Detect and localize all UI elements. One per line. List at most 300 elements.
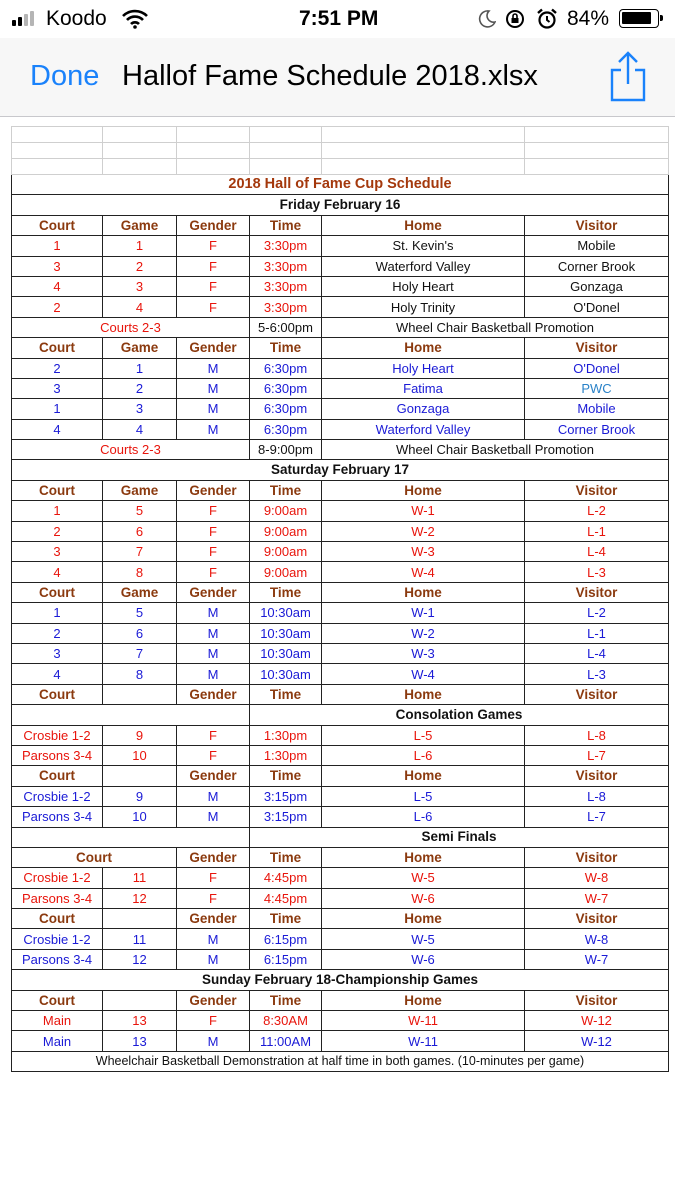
cell-home[interactable]: W-4 [322, 562, 525, 582]
cell-game[interactable]: 3 [103, 276, 177, 296]
cell-game[interactable]: 4 [103, 419, 177, 439]
cell-visitor[interactable]: PWC [525, 378, 669, 398]
cell-court[interactable]: Crosbie 1-2 [12, 868, 103, 888]
cell-gender[interactable]: M [177, 807, 250, 827]
header-visitor[interactable]: Visitor [525, 582, 669, 602]
cell-gender[interactable]: F [177, 745, 250, 765]
cell-game[interactable]: 5 [103, 603, 177, 623]
cell-home[interactable]: W-5 [322, 929, 525, 949]
cell-home[interactable]: W-2 [322, 521, 525, 541]
cell-game[interactable]: 12 [103, 949, 177, 969]
game-row [12, 1031, 669, 1051]
game-row [12, 888, 669, 908]
promo-event[interactable]: Wheel Chair Basketball Promotion [322, 440, 669, 460]
cell-court[interactable]: Main [12, 1031, 103, 1051]
game-row [12, 358, 669, 378]
header-court[interactable]: Court [12, 215, 103, 235]
empty-cell[interactable] [103, 127, 177, 143]
empty-cell[interactable] [250, 127, 322, 143]
cell-gender[interactable]: F [177, 888, 250, 908]
empty-cell[interactable] [177, 127, 250, 143]
empty-cell[interactable] [525, 159, 669, 175]
header-visitor[interactable]: Visitor [525, 480, 669, 500]
cell-game[interactable]: 1 [103, 236, 177, 256]
header-visitor[interactable]: Visitor [525, 215, 669, 235]
cell-gender[interactable]: F [177, 562, 250, 582]
cell-time[interactable]: 6:30pm [250, 399, 322, 419]
day-heading [12, 460, 669, 480]
cell-home[interactable]: W-11 [322, 1031, 525, 1051]
header-visitor[interactable]: Visitor [525, 990, 669, 1010]
header-time[interactable]: Time [250, 684, 322, 704]
cell-gender[interactable]: F [177, 542, 250, 562]
game-row [12, 419, 669, 439]
cell-game[interactable]: 4 [103, 297, 177, 317]
carrier-name: Koodo [46, 7, 107, 30]
section-title[interactable]: Semi Finals [250, 827, 669, 847]
cell-game[interactable]: 9 [103, 786, 177, 806]
game-row [12, 236, 669, 256]
cell-home[interactable]: Waterford Valley [322, 419, 525, 439]
cell-court[interactable]: 2 [12, 623, 103, 643]
header-game[interactable]: Game [103, 215, 177, 235]
cell-time[interactable]: 4:45pm [250, 888, 322, 908]
header-time[interactable]: Time [250, 338, 322, 358]
cell-gender[interactable]: M [177, 419, 250, 439]
cell-court[interactable]: 1 [12, 399, 103, 419]
cell-visitor[interactable]: L-2 [525, 501, 669, 521]
promo-court[interactable]: Courts 2-3 [12, 317, 250, 337]
game-row [12, 256, 669, 276]
cell-time[interactable]: 3:15pm [250, 786, 322, 806]
cell-court[interactable]: 1 [12, 501, 103, 521]
navigation-bar [0, 38, 675, 117]
cell-court[interactable]: Crosbie 1-2 [12, 786, 103, 806]
cell-home[interactable]: L-6 [322, 807, 525, 827]
cell-home[interactable]: Fatima [322, 378, 525, 398]
cell-visitor[interactable]: W-7 [525, 949, 669, 969]
cell-court[interactable]: Parsons 3-4 [12, 745, 103, 765]
column-header-row [12, 990, 669, 1010]
cell-home[interactable]: W-11 [322, 1011, 525, 1031]
cell-gender[interactable]: F [177, 236, 250, 256]
promo-court[interactable]: Courts 2-3 [12, 440, 250, 460]
cell-time[interactable]: 6:30pm [250, 378, 322, 398]
cell-gender[interactable]: M [177, 623, 250, 643]
document-title: Hallof Fame Schedule 2018.xlsx [122, 60, 538, 92]
header-gender[interactable]: Gender [177, 338, 250, 358]
cell-court[interactable]: 3 [12, 643, 103, 663]
game-row [12, 562, 669, 582]
empty-cell[interactable] [177, 143, 250, 159]
header-home[interactable]: Home [322, 990, 525, 1010]
cell-game[interactable]: 8 [103, 562, 177, 582]
cell-home[interactable]: Holy Heart [322, 358, 525, 378]
header-court[interactable]: Court [12, 909, 103, 929]
header-cell-empty[interactable] [103, 990, 177, 1010]
header-gender[interactable]: Gender [177, 766, 250, 786]
column-header-row [12, 480, 669, 500]
cell-court[interactable]: 2 [12, 521, 103, 541]
game-row [12, 664, 669, 684]
day-heading [12, 195, 669, 215]
cell-home[interactable]: Holy Trinity [322, 297, 525, 317]
cell-court[interactable]: Main [12, 1011, 103, 1031]
game-row [12, 949, 669, 969]
header-game[interactable]: Game [103, 338, 177, 358]
cell-home[interactable]: W-6 [322, 949, 525, 969]
empty-cell[interactable] [12, 127, 103, 143]
empty-cell[interactable] [103, 143, 177, 159]
cell-time[interactable]: 6:15pm [250, 929, 322, 949]
cell-gender[interactable]: M [177, 1031, 250, 1051]
cell-court[interactable]: 1 [12, 603, 103, 623]
cell-court[interactable]: 3 [12, 542, 103, 562]
cell-visitor[interactable]: W-7 [525, 888, 669, 908]
game-row [12, 521, 669, 541]
cell-time[interactable]: 10:30am [250, 623, 322, 643]
empty-grid-row [12, 127, 669, 143]
cell-home[interactable]: St. Kevin's [322, 236, 525, 256]
cell-visitor[interactable]: L-7 [525, 745, 669, 765]
cell-gender[interactable]: F [177, 297, 250, 317]
schedule-spreadsheet [11, 126, 669, 1072]
cell-game[interactable]: 1 [103, 358, 177, 378]
cell-time[interactable]: 10:30am [250, 643, 322, 663]
header-visitor[interactable]: Visitor [525, 684, 669, 704]
header-court[interactable]: Court [12, 338, 103, 358]
header-game[interactable]: Game [103, 480, 177, 500]
header-visitor[interactable]: Visitor [525, 847, 669, 867]
cell-time[interactable]: 1:30pm [250, 725, 322, 745]
game-row [12, 643, 669, 663]
battery-icon [619, 9, 659, 28]
header-court[interactable]: Court [12, 684, 103, 704]
cell-home[interactable]: W-4 [322, 664, 525, 684]
header-court[interactable]: Court [12, 766, 103, 786]
cell-game[interactable]: 12 [103, 888, 177, 908]
empty-cell[interactable] [177, 159, 250, 175]
header-time[interactable]: Time [250, 909, 322, 929]
header-home[interactable]: Home [322, 215, 525, 235]
cell-visitor[interactable]: L-3 [525, 562, 669, 582]
signal-strength-icon [12, 10, 38, 26]
cell-gender[interactable]: F [177, 521, 250, 541]
cell-gender[interactable]: M [177, 949, 250, 969]
header-cell-empty[interactable] [103, 909, 177, 929]
cell-court[interactable]: Parsons 3-4 [12, 807, 103, 827]
cell-home[interactable]: W-6 [322, 888, 525, 908]
cell-time[interactable]: 9:00am [250, 562, 322, 582]
header-court[interactable]: Court [12, 847, 177, 867]
header-gender[interactable]: Gender [177, 480, 250, 500]
empty-cell[interactable] [103, 159, 177, 175]
column-header-row [12, 215, 669, 235]
cell-gender[interactable]: F [177, 501, 250, 521]
cell-time[interactable]: 3:30pm [250, 256, 322, 276]
cell-game[interactable]: 9 [103, 725, 177, 745]
cell-time[interactable]: 10:30am [250, 603, 322, 623]
cell-court[interactable]: 2 [12, 297, 103, 317]
cell-home[interactable]: Gonzaga [322, 399, 525, 419]
header-time[interactable]: Time [250, 582, 322, 602]
day-heading-cell[interactable]: Friday February 16 [12, 195, 669, 215]
cell-game[interactable]: 13 [103, 1011, 177, 1031]
cell-visitor[interactable]: L-8 [525, 725, 669, 745]
game-row [12, 786, 669, 806]
game-row [12, 929, 669, 949]
header-game[interactable]: Game [103, 582, 177, 602]
sheet-title-cell[interactable]: 2018 Hall of Fame Cup Schedule [12, 175, 669, 195]
cell-time[interactable]: 6:30pm [250, 419, 322, 439]
column-header-row [12, 766, 669, 786]
empty-cell[interactable] [322, 159, 525, 175]
cell-visitor[interactable]: O'Donel [525, 297, 669, 317]
cell-court[interactable]: 2 [12, 358, 103, 378]
cell-home[interactable]: W-3 [322, 542, 525, 562]
cell-court[interactable]: 4 [12, 276, 103, 296]
cell-visitor[interactable]: L-3 [525, 664, 669, 684]
game-row [12, 501, 669, 521]
header-time[interactable]: Time [250, 847, 322, 867]
cell-time[interactable]: 10:30am [250, 664, 322, 684]
game-row [12, 623, 669, 643]
cell-gender[interactable]: M [177, 399, 250, 419]
footer-note [12, 1051, 669, 1071]
header-home[interactable]: Home [322, 909, 525, 929]
blank-cell[interactable] [12, 827, 250, 847]
cell-game[interactable]: 2 [103, 378, 177, 398]
empty-cell[interactable] [322, 143, 525, 159]
cell-visitor[interactable]: Mobile [525, 399, 669, 419]
moon-icon [478, 10, 496, 28]
header-visitor[interactable]: Visitor [525, 909, 669, 929]
game-row [12, 745, 669, 765]
cell-gender[interactable]: M [177, 603, 250, 623]
cell-visitor[interactable]: W-8 [525, 929, 669, 949]
rotation-lock-icon [505, 9, 525, 29]
header-home[interactable]: Home [322, 338, 525, 358]
section-title-row [12, 827, 669, 847]
cell-visitor[interactable]: O'Donel [525, 358, 669, 378]
header-court[interactable]: Court [12, 990, 103, 1010]
cell-visitor[interactable]: L-8 [525, 786, 669, 806]
cell-gender[interactable]: M [177, 929, 250, 949]
cell-home[interactable]: Holy Heart [322, 276, 525, 296]
game-row [12, 807, 669, 827]
game-row [12, 603, 669, 623]
cell-court[interactable]: Crosbie 1-2 [12, 725, 103, 745]
cell-game[interactable]: 11 [103, 929, 177, 949]
empty-cell[interactable] [525, 143, 669, 159]
promotion-row [12, 317, 669, 337]
cell-game[interactable]: 6 [103, 521, 177, 541]
header-gender[interactable]: Gender [177, 684, 250, 704]
day-heading-cell[interactable]: Sunday February 18-Championship Games [12, 970, 669, 990]
cell-visitor[interactable]: L-4 [525, 643, 669, 663]
game-row [12, 542, 669, 562]
cell-time[interactable]: 3:30pm [250, 236, 322, 256]
game-row [12, 378, 669, 398]
cell-gender[interactable]: M [177, 664, 250, 684]
cell-game[interactable]: 13 [103, 1031, 177, 1051]
cell-home[interactable]: L-6 [322, 745, 525, 765]
header-visitor[interactable]: Visitor [525, 338, 669, 358]
cell-game[interactable]: 8 [103, 664, 177, 684]
game-row [12, 399, 669, 419]
battery-percent: 84% [567, 7, 610, 30]
cell-gender[interactable]: F [177, 868, 250, 888]
cell-court[interactable]: 4 [12, 419, 103, 439]
cell-game[interactable]: 2 [103, 256, 177, 276]
cell-time[interactable]: 3:15pm [250, 807, 322, 827]
cell-gender[interactable]: M [177, 358, 250, 378]
cell-visitor[interactable]: L-1 [525, 623, 669, 643]
wifi-icon [122, 9, 148, 29]
cell-court[interactable]: 3 [12, 256, 103, 276]
empty-cell[interactable] [12, 159, 103, 175]
header-time[interactable]: Time [250, 480, 322, 500]
promotion-row [12, 440, 669, 460]
cell-gender[interactable]: F [177, 276, 250, 296]
cell-time[interactable]: 3:30pm [250, 276, 322, 296]
header-cell-empty[interactable] [103, 766, 177, 786]
cell-time[interactable]: 1:30pm [250, 745, 322, 765]
empty-cell[interactable] [322, 127, 525, 143]
cell-gender[interactable]: M [177, 643, 250, 663]
done-button[interactable]: Done [30, 60, 100, 92]
header-gender[interactable]: Gender [177, 909, 250, 929]
promo-time[interactable]: 5-6:00pm [250, 317, 322, 337]
cell-court[interactable]: Parsons 3-4 [12, 888, 103, 908]
empty-cell[interactable] [525, 127, 669, 143]
empty-grid-row [12, 143, 669, 159]
cell-time[interactable]: 9:00am [250, 501, 322, 521]
cell-time[interactable]: 6:30pm [250, 358, 322, 378]
cell-gender[interactable]: M [177, 786, 250, 806]
cell-visitor[interactable]: W-12 [525, 1011, 669, 1031]
header-court[interactable]: Court [12, 582, 103, 602]
header-time[interactable]: Time [250, 766, 322, 786]
cell-gender[interactable]: F [177, 256, 250, 276]
cell-home[interactable]: W-2 [322, 623, 525, 643]
header-home[interactable]: Home [322, 582, 525, 602]
cell-court[interactable]: 4 [12, 562, 103, 582]
header-gender[interactable]: Gender [177, 847, 250, 867]
clock: 7:51 PM [299, 7, 379, 30]
header-gender[interactable]: Gender [177, 990, 250, 1010]
alarm-icon [536, 8, 558, 30]
cell-home[interactable]: L-5 [322, 786, 525, 806]
cell-home[interactable]: W-5 [322, 868, 525, 888]
column-header-row [12, 338, 669, 358]
cell-time[interactable]: 6:15pm [250, 949, 322, 969]
game-row [12, 1011, 669, 1031]
cell-game[interactable]: 10 [103, 807, 177, 827]
cell-time[interactable]: 8:30AM [250, 1011, 322, 1031]
cell-court[interactable]: Parsons 3-4 [12, 949, 103, 969]
column-header-row [12, 909, 669, 929]
header-time[interactable]: Time [250, 990, 322, 1010]
cell-visitor[interactable]: L-7 [525, 807, 669, 827]
promo-time[interactable]: 8-9:00pm [250, 440, 322, 460]
cell-game[interactable]: 3 [103, 399, 177, 419]
sheet-title [12, 175, 669, 195]
cell-gender[interactable]: F [177, 725, 250, 745]
header-visitor[interactable]: Visitor [525, 766, 669, 786]
empty-cell[interactable] [12, 143, 103, 159]
day-heading [12, 970, 669, 990]
cell-court[interactable]: 1 [12, 236, 103, 256]
cell-home[interactable]: W-1 [322, 501, 525, 521]
cell-home[interactable]: W-1 [322, 603, 525, 623]
cell-gender[interactable]: F [177, 1011, 250, 1031]
footer-note-cell[interactable]: Wheelchair Basketball Demonstration at half time in both games. (10-minutes per game) [12, 1051, 669, 1071]
share-icon[interactable] [606, 50, 650, 102]
cell-visitor[interactable]: Corner Brook [525, 419, 669, 439]
cell-visitor[interactable]: L-4 [525, 542, 669, 562]
header-time[interactable]: Time [250, 215, 322, 235]
cell-home[interactable]: L-5 [322, 725, 525, 745]
day-heading-cell[interactable]: Saturday February 17 [12, 460, 669, 480]
cell-visitor[interactable]: L-1 [525, 521, 669, 541]
header-court[interactable]: Court [12, 480, 103, 500]
cell-time[interactable]: 4:45pm [250, 868, 322, 888]
cell-court[interactable]: Crosbie 1-2 [12, 929, 103, 949]
cell-home[interactable]: Waterford Valley [322, 256, 525, 276]
game-row [12, 276, 669, 296]
cell-game[interactable]: 6 [103, 623, 177, 643]
header-gender[interactable]: Gender [177, 582, 250, 602]
header-cell-empty[interactable] [103, 684, 177, 704]
column-header-row [12, 582, 669, 602]
header-home[interactable]: Home [322, 684, 525, 704]
cell-game[interactable]: 10 [103, 745, 177, 765]
cell-time[interactable]: 3:30pm [250, 297, 322, 317]
cell-game[interactable]: 5 [103, 501, 177, 521]
header-home[interactable]: Home [322, 480, 525, 500]
empty-cell[interactable] [250, 159, 322, 175]
column-header-row [12, 847, 669, 867]
header-gender[interactable]: Gender [177, 215, 250, 235]
status-bar [0, 0, 675, 38]
game-row [12, 297, 669, 317]
cell-gender[interactable]: M [177, 378, 250, 398]
cell-game[interactable]: 7 [103, 542, 177, 562]
header-home[interactable]: Home [322, 847, 525, 867]
cell-visitor[interactable]: Mobile [525, 236, 669, 256]
cell-time[interactable]: 9:00am [250, 521, 322, 541]
cell-visitor[interactable]: Gonzaga [525, 276, 669, 296]
empty-cell[interactable] [250, 143, 322, 159]
blank-cell[interactable] [12, 705, 250, 725]
cell-time[interactable]: 11:00AM [250, 1031, 322, 1051]
promo-event[interactable]: Wheel Chair Basketball Promotion [322, 317, 669, 337]
section-title[interactable]: Consolation Games [250, 705, 669, 725]
cell-game[interactable]: 7 [103, 643, 177, 663]
cell-game[interactable]: 11 [103, 868, 177, 888]
cell-visitor[interactable]: W-8 [525, 868, 669, 888]
cell-visitor[interactable]: Corner Brook [525, 256, 669, 276]
cell-visitor[interactable]: L-2 [525, 603, 669, 623]
cell-home[interactable]: W-3 [322, 643, 525, 663]
cell-time[interactable]: 9:00am [250, 542, 322, 562]
cell-court[interactable]: 3 [12, 378, 103, 398]
header-home[interactable]: Home [322, 766, 525, 786]
column-header-row [12, 684, 669, 704]
cell-visitor[interactable]: W-12 [525, 1031, 669, 1051]
cell-court[interactable]: 4 [12, 664, 103, 684]
